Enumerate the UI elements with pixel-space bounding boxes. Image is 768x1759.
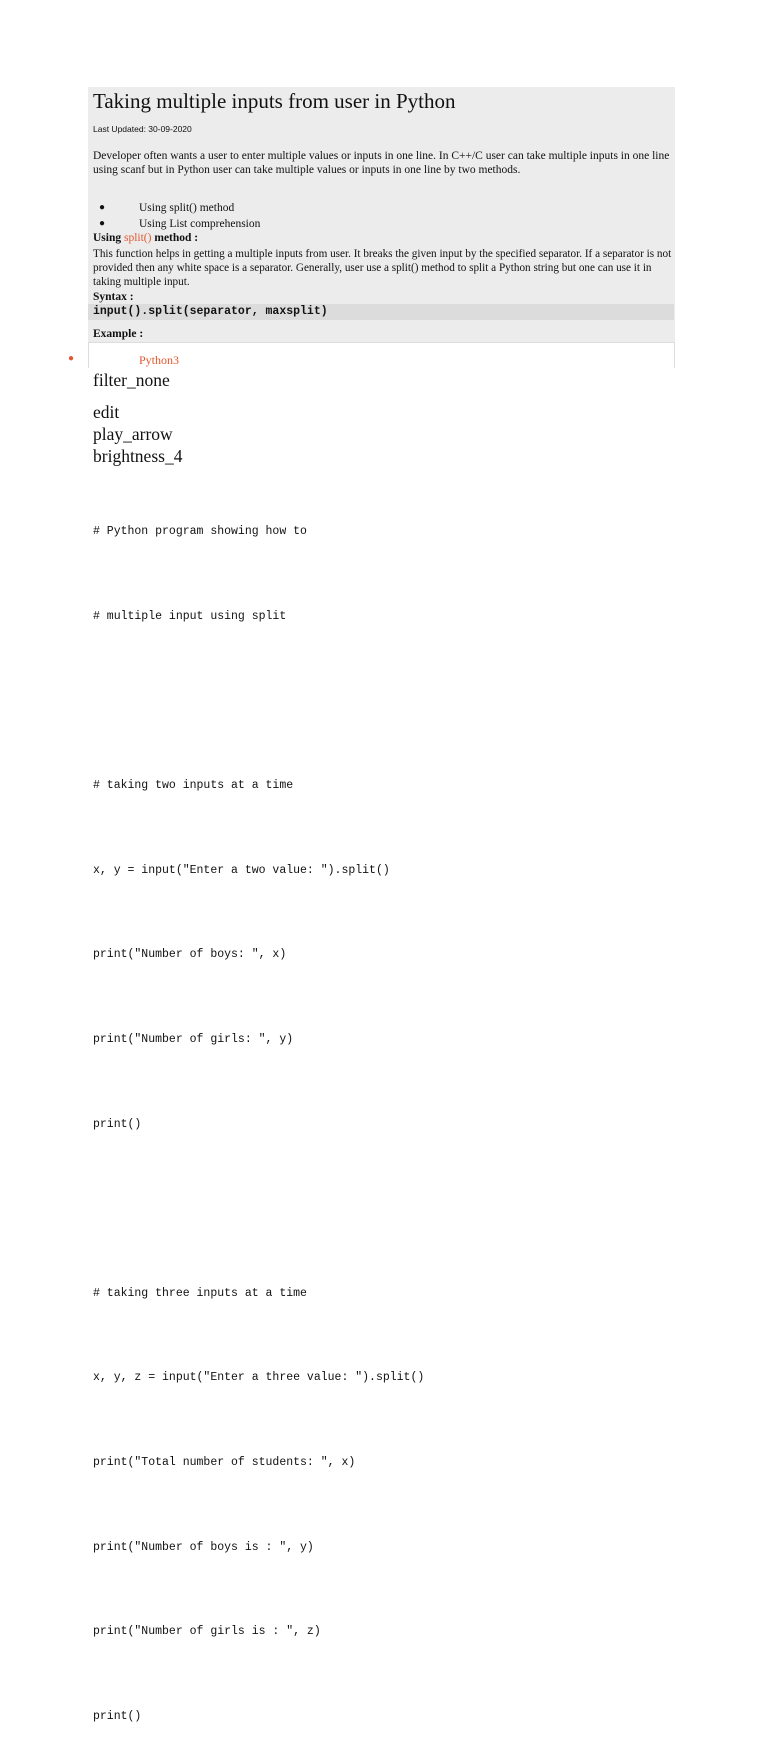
brightness-4-icon[interactable]: brightness_4 — [93, 446, 183, 466]
bullet-icon: ● — [99, 202, 106, 213]
tab-python3[interactable]: Python3 — [139, 353, 180, 367]
code-line: print("Number of boys is : ", y) — [93, 1540, 314, 1554]
example-label: Example : — [93, 328, 144, 340]
section-heading — [93, 231, 198, 245]
code-line — [93, 1195, 424, 1223]
page-title: Taking multiple inputs from user in Python — [93, 89, 456, 113]
code-line: print("Number of boys: ", x) — [93, 948, 287, 962]
syntax-label: Syntax : — [93, 291, 134, 303]
code-line: print() — [93, 1709, 142, 1723]
section-description: This function helps in getting a multiple inputs from user. It breaks the given input by the specified separator. If a separator is not provided then any white space is a separator. Generally, user use a split() method to split a Python string but one can use it in taking multiple input. — [93, 248, 672, 288]
code-line: # taking two inputs at a time — [93, 779, 294, 793]
section-heading-prefix: Using — [93, 232, 124, 244]
tab-bullet-icon: ● — [68, 353, 75, 364]
split-link[interactable]: split() — [124, 232, 152, 244]
code-line: print() — [93, 1117, 142, 1131]
code-line: # taking three inputs at a time — [93, 1286, 307, 1300]
code-line: x, y, z = input("Enter a three value: ").split() — [93, 1371, 425, 1385]
code-line: print("Number of girls is : ", z) — [93, 1625, 321, 1639]
code-line: print("Total number of students: ", x) — [93, 1455, 356, 1469]
code-line: x, y = input("Enter a two value: ").split() — [93, 863, 390, 877]
intro-paragraph: Developer often wants a user to enter multiple values or inputs in one line. In C++/C user can take multiple inputs in one line using scanf but in Python user can take multiple values or inputs in one line by two methods. — [93, 150, 670, 176]
method-label: Using List comprehension — [139, 218, 261, 230]
bullet-icon: ● — [99, 218, 106, 229]
code-line: print("Number of girls: ", y) — [93, 1032, 294, 1046]
filter-none-icon[interactable]: filter_none — [93, 370, 170, 390]
section-heading-suffix: method : — [151, 232, 199, 244]
code-line — [93, 688, 424, 716]
code-line: # multiple input using split — [93, 610, 287, 623]
last-updated: Last Updated: 30-09-2020 — [93, 124, 192, 134]
play-arrow-icon[interactable]: play_arrow — [93, 424, 173, 444]
code-line: # Python program showing how to — [93, 525, 307, 539]
syntax-code: input().split(separator, maxsplit) — [88, 304, 674, 320]
edit-icon[interactable]: edit — [93, 402, 120, 422]
code-block — [93, 462, 424, 1759]
method-label: Using split() method — [139, 202, 235, 214]
